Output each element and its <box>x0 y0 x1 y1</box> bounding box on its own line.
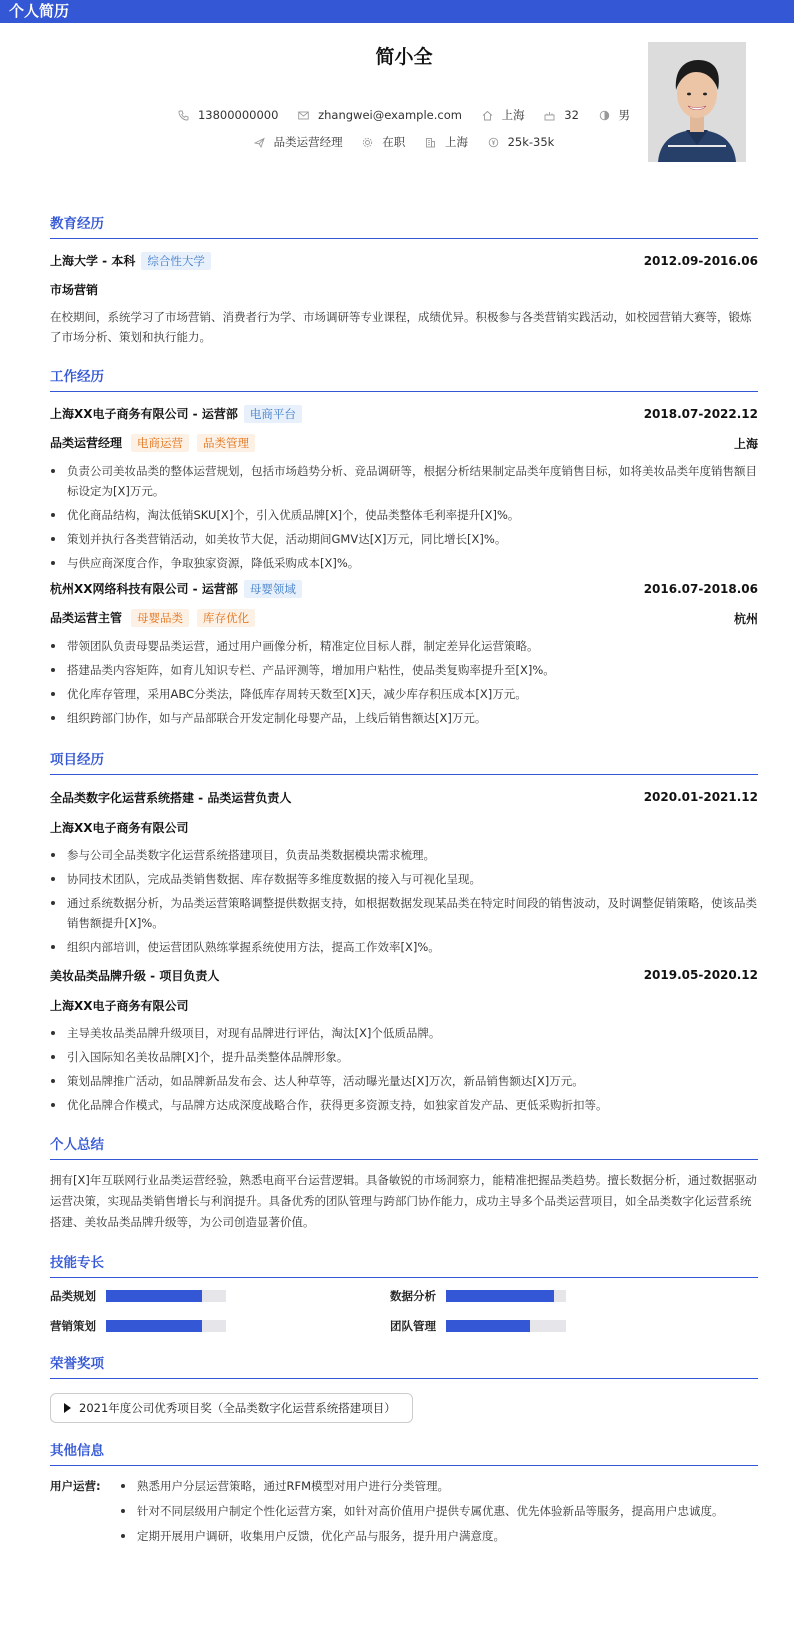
list-item: 搭建品类内容矩阵，如育儿知识专栏、产品评测等，增加用户粘性，使品类复购率提升至[X]%。 <box>50 660 758 680</box>
email-item <box>298 108 462 122</box>
skill-name: 品类规划 <box>50 1289 96 1303</box>
list-item: 与供应商深度合作，争取独家资源，降低采购成本[X]%。 <box>50 553 758 573</box>
skill-item <box>50 1288 390 1304</box>
gender-icon <box>599 110 610 121</box>
status-text: 在职 <box>382 135 406 149</box>
job-company: 杭州XX网络科技有限公司 - 运营部 <box>50 582 238 596</box>
list-item: 带领团队负责母婴品类运营，通过用户画像分析，精准定位目标人群，制定差异化运营策略。 <box>50 636 758 656</box>
awards-section <box>50 1352 758 1423</box>
award-item[interactable] <box>50 1393 413 1423</box>
list-item: 针对不同层级用户制定个性化运营方案，如针对高价值用户提供专属优惠、优先体验新品等服务，提高用户忠诚度。 <box>120 1501 724 1521</box>
gender-text: 男 <box>618 108 631 122</box>
profile-header <box>50 23 758 188</box>
project-entry <box>50 963 758 1115</box>
skills-title: 技能专长 <box>50 1251 758 1278</box>
project-company-row <box>50 815 758 839</box>
job-role: 品类运营主管 <box>50 611 123 625</box>
work-city-text: 上海 <box>444 135 468 149</box>
job-city: 杭州 <box>733 611 758 626</box>
list-item: 定期开展用户调研，收集用户反馈，优化产品与服务，提升用户满意度。 <box>120 1526 724 1546</box>
work-section <box>50 365 758 728</box>
list-item: 策划品牌推广活动，如品牌新品发布会、达人种草等，活动曝光量达[X]万次，新品销售额达[X]万元。 <box>50 1071 758 1091</box>
project-entry <box>50 785 758 957</box>
skill-bar <box>106 1290 226 1302</box>
project-items <box>50 845 758 957</box>
skill-bar-fill <box>446 1320 530 1332</box>
city-item <box>482 107 525 123</box>
job-date: 2018.07-2022.12 <box>643 407 758 421</box>
list-item: 组织跨部门协作，如与产品部联合开发定制化母婴产品，上线后销售额达[X]万元。 <box>50 708 758 728</box>
other-content <box>50 1476 758 1551</box>
projects-section <box>50 748 758 1115</box>
project-date: 2019.05-2020.12 <box>643 968 758 982</box>
education-section <box>50 212 758 347</box>
award-text: 2021年度公司优秀项目奖（全品类数字化运营系统搭建项目） <box>79 1401 396 1415</box>
summary-section <box>50 1133 758 1233</box>
projects-title: 项目经历 <box>50 748 758 775</box>
profile-photo <box>648 42 746 162</box>
project-name-row <box>50 785 758 809</box>
project-name-row <box>50 963 758 987</box>
skill-item <box>390 1318 730 1334</box>
other-section <box>50 1439 758 1551</box>
list-item: 引入国际知名美妆品牌[X]个，提升品类整体品牌形象。 <box>50 1047 758 1067</box>
school-name: 上海大学 - 本科 <box>50 254 136 268</box>
position-item <box>254 134 343 150</box>
skill-bar-fill <box>106 1290 202 1302</box>
salary-text: 25k-35k <box>507 135 555 149</box>
list-item: 参与公司全品类数字化运营系统搭建项目，负责品类数据模块需求梳理。 <box>50 845 758 865</box>
skills-section <box>50 1251 758 1334</box>
job-industry-tag: 电商平台 <box>244 405 302 423</box>
job-city: 上海 <box>733 436 758 451</box>
list-item: 熟悉用户分层运营策略，通过RFM模型对用户进行分类管理。 <box>120 1476 724 1496</box>
project-name: 美妆品类品牌升级 - 项目负责人 <box>50 968 220 983</box>
skill-bar-fill <box>446 1290 554 1302</box>
summary-text: 拥有[X]年互联网行业品类运营经验，熟悉电商平台运营逻辑。具备敏锐的市场洞察力，能精准把握品类趋势。擅长数据分析，通过数据驱动运营决策，实现品类销售增长与利润提升。具备优秀的团队管理与跨部门协作能力，成功主导多个品类运营项目，如全品类数字化运营系统搭建、美妆品类品牌升级等，为公司创造显著价值。 <box>50 1173 757 1229</box>
send-icon <box>254 137 265 148</box>
project-items <box>50 1023 758 1115</box>
education-row <box>50 249 758 273</box>
job-skill-tag: 库存优化 <box>197 609 255 627</box>
list-item: 策划并执行各类营销活动，如美妆节大促，活动期间GMV达[X]万元，同比增长[X]%。 <box>50 529 758 549</box>
job-duties <box>50 636 758 728</box>
summary-title: 个人总结 <box>50 1133 758 1160</box>
page-header-bar <box>0 0 794 23</box>
job-role-row <box>50 606 758 630</box>
job-duties <box>50 461 758 573</box>
list-item: 协同技术团队，完成品类销售数据、库存数据等多维度数据的接入与可视化呈现。 <box>50 869 758 889</box>
phone-item <box>178 108 278 122</box>
work-title: 工作经历 <box>50 365 758 392</box>
skill-bar <box>446 1320 566 1332</box>
age-item <box>544 108 579 122</box>
building-icon <box>425 137 436 148</box>
job-company: 上海XX电子商务有限公司 - 运营部 <box>50 407 238 421</box>
mail-icon <box>298 110 309 121</box>
job-skill-tag: 电商运营 <box>131 434 189 452</box>
job-role-row <box>50 431 758 455</box>
gear-icon <box>362 137 373 148</box>
age-text: 32 <box>564 108 579 122</box>
list-item: 优化库存管理，采用ABC分类法，降低库存周转天数至[X]天，减少库存积压成本[X]万元。 <box>50 684 758 704</box>
project-name: 全品类数字化运营系统搭建 - 品类运营负责人 <box>50 790 292 805</box>
project-company: 上海XX电子商务有限公司 <box>50 998 189 1013</box>
list-item: 优化商品结构，淘汰低销SKU[X]个，引入优质品牌[X]个，使品类整体毛利率提升[X]%。 <box>50 505 758 525</box>
resume <box>0 23 794 1551</box>
job-entry <box>50 402 758 573</box>
money-icon <box>488 137 499 148</box>
education-title: 教育经历 <box>50 212 758 239</box>
major-name: 市场营销 <box>50 282 99 297</box>
position-text: 品类运营经理 <box>273 135 343 149</box>
skill-item <box>50 1318 390 1334</box>
list-item: 主导美妆品类品牌升级项目，对现有品牌进行评估，淘汰[X]个低质品牌。 <box>50 1023 758 1043</box>
salary-item <box>488 135 555 149</box>
list-item: 组织内部培训，使运营团队熟练掌握系统使用方法，提高工作效率[X]%。 <box>50 937 758 957</box>
age-icon <box>544 110 555 121</box>
work-city-item <box>425 134 468 150</box>
status-item <box>362 134 405 150</box>
project-company-row <box>50 993 758 1017</box>
job-skill-tag: 母婴品类 <box>131 609 189 627</box>
school-tag: 综合性大学 <box>141 252 211 270</box>
home-icon <box>482 110 493 121</box>
skill-name: 营销策划 <box>50 1319 96 1333</box>
other-items <box>120 1476 724 1551</box>
education-desc: 在校期间，系统学习了市场营销、消费者行为学、市场调研等专业课程，成绩优异。积极参与各类营销实践活动，如校园营销大赛等，锻炼了市场分析、策划和执行能力。 <box>50 310 752 344</box>
city-text: 上海 <box>501 108 525 122</box>
candidate-name: 简小全 <box>375 46 433 68</box>
major-row <box>50 277 758 301</box>
list-item: 通过系统数据分析，为品类运营策略调整提供数据支持，如根据数据发现某品类在特定时间段的销售波动，及时调整促销策略，使该品类销售额提升[X]%。 <box>50 893 758 933</box>
list-item: 负责公司美妆品类的整体运营规划，包括市场趋势分析、竞品调研等，根据分析结果制定品类年度销售目标，如将美妆品类年度销售额目标设定为[X]万元。 <box>50 461 758 501</box>
expand-triangle-icon <box>64 1403 71 1413</box>
other-title: 其他信息 <box>50 1439 758 1466</box>
awards-title: 荣誉奖项 <box>50 1352 758 1379</box>
skills-grid <box>50 1288 758 1334</box>
job-industry-tag: 母婴领域 <box>244 580 302 598</box>
skill-bar <box>446 1290 566 1302</box>
gender-item <box>599 107 631 123</box>
job-company-row <box>50 577 758 601</box>
other-label: 用户运营: <box>50 1479 101 1493</box>
email-text: zhangwei@example.com <box>318 108 462 122</box>
skill-item <box>390 1288 730 1304</box>
job-date: 2016.07-2018.06 <box>643 582 758 596</box>
skill-bar <box>106 1320 226 1332</box>
page-title: 个人简历 <box>9 2 70 20</box>
job-role: 品类运营经理 <box>50 436 123 450</box>
project-date: 2020.01-2021.12 <box>643 790 758 804</box>
project-company: 上海XX电子商务有限公司 <box>50 820 189 835</box>
phone-icon <box>178 110 189 121</box>
job-entry <box>50 577 758 728</box>
list-item: 优化品牌合作模式，与品牌方达成深度战略合作，获得更多资源支持，如独家首发产品、更低采购折扣等。 <box>50 1095 758 1115</box>
skill-name: 数据分析 <box>390 1289 436 1303</box>
job-company-row <box>50 402 758 426</box>
skill-bar-fill <box>106 1320 202 1332</box>
education-date: 2012.09-2016.06 <box>643 254 758 268</box>
job-skill-tag: 品类管理 <box>197 434 255 452</box>
phone-text: 13800000000 <box>197 108 279 122</box>
skill-name: 团队管理 <box>390 1319 436 1333</box>
